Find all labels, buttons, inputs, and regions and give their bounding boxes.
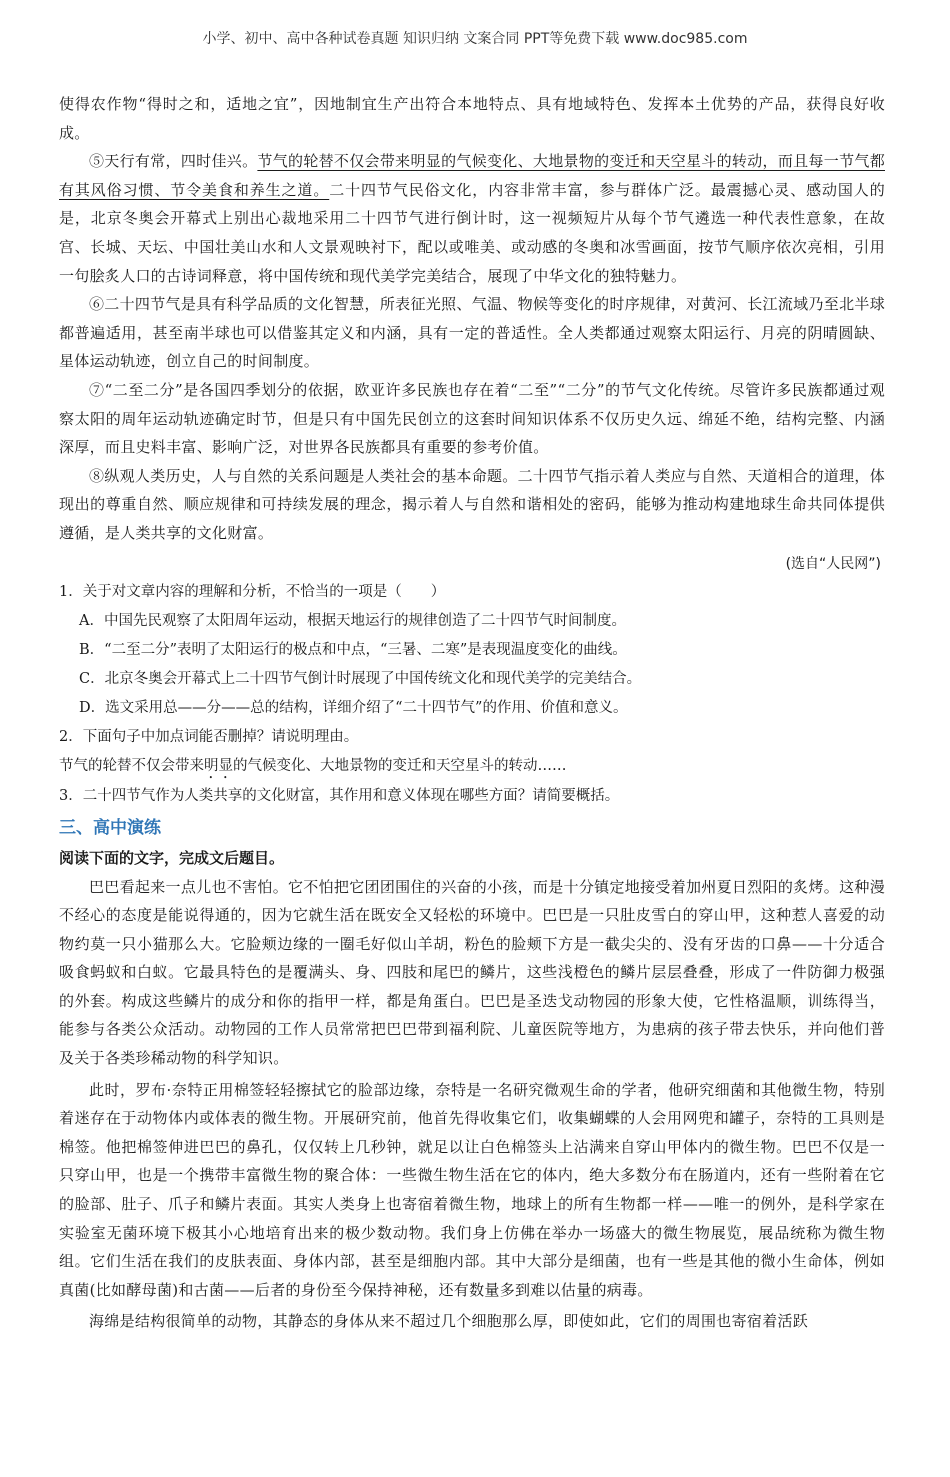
quote-after: 的气候变化、大地景物的变迁和天空星斗的转动……	[233, 757, 567, 774]
reading-paragraph-2: 此时，罗布·奈特正用棉签轻轻擦拭它的脸部边缘，奈特是一名研究微观生命的学者，他研究细菌和其他微生物，特别着迷存在于动物体内或体表的微生物。开展研究前，他首先得收集它们，收集蝴蝶的人会用网兜和罐子，奈特的工具则是棉签。他把棉签伸进巴巴的鼻孔，仅仅转上几秒钟，就足以让白色棉签头上沾满来自穿山甲体内的微生物。巴巴不仅是一只穿山甲，也是一个携带丰富微生物的聚合体：一些微生物生活在它的体内，绝大多数分布在肠道内，还有一些附着在它的脸部、肚子、爪子和鳞片表面。其实人类身上也寄宿着微生物，地球上的所有生物都一样——唯一的例外，是科学家在实验室无菌环境下极其小心地培育出来的极少数动物。我们身上仿佛在举办一场盛大的微生物展览，展品统称为微生物组。它们生活在我们的皮肤表面、身体内部，甚至是细胞内部。其中大部分是细菌，也有一些是其他的微小生命体，例如真菌(比如酵母菌)和古菌——后者的身份至今保持神秘，还有数量多到难以估量的病毒。	[59, 1080, 885, 1299]
quote-before: 节气的轮替不仅会带来	[59, 757, 204, 774]
question-1-option-a: A．中国先民观察了太阳周年运动，根据天地运行的规律创造了二十四节气时间制度。	[79, 612, 626, 629]
page-header: 小学、初中、高中各种试卷真题 知识归纳 文案合同 PPT等免费下载 www.doc985.com	[202, 31, 748, 47]
question-1-option-c: C．北京冬奥会开幕式上二十四节气倒计时展现了中国传统文化和现代美学的完美结合。	[79, 670, 642, 687]
reading-instruction: 阅读下面的文字，完成文后题目。	[59, 848, 285, 867]
paragraph-6: ⑥二十四节气是具有科学品质的文化智慧，所表征光照、气温、物候等变化的时序规律，对黄河、长江流域乃至北半球都普遍适用，甚至南半球也可以借鉴其定义和内涵，具有一定的普适性。全人类都通过观察太阳运行、月亮的阴晴圆缺、星体运动轨迹，创立自己的时间制度。	[59, 295, 885, 371]
reading-paragraph-3: 海绵是结构很简单的动物，其静态的身体从来不超过几个细胞那么厚，即使如此，它们的周围也寄宿着活跃	[89, 1312, 809, 1331]
reading-paragraph-1: 巴巴看起来一点儿也不害怕。它不怕把它团团围住的兴奋的小孩，而是十分镇定地接受着加州夏日烈阳的炙烤。这种漫不经心的态度是能说得通的，因为它就生活在既安全又轻松的环境中。巴巴是一只肚皮雪白的穿山甲，这种惹人喜爱的动物约莫一只小猫那么大。它脸颊边缘的一圈毛好似山羊胡，粉色的脸颊下方是一截尖尖的、没有牙齿的口鼻——十分适合吸食蚂蚁和白蚁。它最具特色的是覆满头、身、四肢和尾巴的鳞片，这些浅橙色的鳞片层层叠叠，形成了一件防御力极强的外套。构成这些鳞片的成分和你的指甲一样，都是角蛋白。巴巴是圣迭戈动物园的形象大使，它性格温顺，训练得当，能参与各类公众活动。动物园的工作人员常常把巴巴带到福利院、儿童医院等地方，为患病的孩子带去快乐，并向他们普及关于各类珍稀动物的科学知识。	[59, 877, 885, 1068]
question-3: 3．二十四节气作为人类共享的文化财富，其作用和意义体现在哪些方面？请简要概括。	[59, 787, 620, 804]
question-1: 1．关于对文章内容的理解和分析，不恰当的一项是（ ）	[59, 583, 446, 600]
question-2-quote	[59, 752, 885, 782]
paragraph-7: ⑦“二至二分”是各国四季划分的依据，欧亚许多民族也存在着“二至”“二分”的节气文化传统。尽管许多民族都通过观察太阳的周年运动轨迹确定时节，但是只有中国先民创立的这套时间知识体系不仅历史久远、绵延不绝，结构完整、内涵深厚，而且史料丰富、影响广泛，对世界各民族都具有重要的参考价值。	[59, 380, 885, 457]
section-title: 三、高中演练	[59, 817, 161, 838]
paragraph-continued: 使得农作物“得时之和，适地之宜”，因地制宜生产出符合本地特点、具有地域特色、发挥本土优势的产品，获得良好收成。	[59, 95, 885, 142]
question-1-option-b: B．“二至二分”表明了太阳运行的极点和中点，“三暑、二寒”是表现温度变化的曲线。	[79, 641, 627, 658]
paragraph-8: ⑧纵观人类历史，人与自然的关系问题是人类社会的基本命题。二十四节气指示着人类应与自然、天道相合的道理，体现出的尊重自然、顺应规律和可持续发展的理念，揭示着人与自然和谐相处的密码，能够为推动构建地球生命共同体提供遵循，是人类共享的文化财富。	[59, 466, 885, 542]
question-1-option-d: D．选文采用总——分——总的结构，详细介绍了“二十四节气”的作用、价值和意义。	[79, 699, 628, 716]
source-citation: (选自“人民网”)	[785, 555, 881, 572]
paragraph-5-underlined: 节气的轮替不仅会带来明显的气候变化、大地景物的变迁和天空星斗的转动，而且每一节气都有其风俗习惯、节令美食和养生之道。	[59, 152, 885, 199]
paragraph-5-lead: ⑤天行有常，四时佳兴。	[89, 152, 258, 171]
question-2: 2．下面句子中加点词能否删掉？请说明理由。	[59, 728, 359, 745]
paragraph-5-rest: 二十四节气民俗文化，内容非常丰富，参与群体广泛。最震撼心灵、感动国人的是，北京冬奥会开幕式上别出心裁地采用二十四节气进行倒计时，这一视频短片从每个节气遴选一种代表性意象，在故宫、长城、天坛、中国壮美山水和人文景观映衬下，配以或唯美、或动感的冬奥和冰雪画面，按节气顺序依次亮相，引用一句脍炙人口的古诗词释意，将中国传统和现代美学完美结合，展现了中华文化的独特魅力。	[59, 180, 885, 285]
dotted-word: 明显	[204, 757, 233, 774]
paragraph-5	[59, 147, 885, 290]
document-body	[59, 90, 885, 1336]
